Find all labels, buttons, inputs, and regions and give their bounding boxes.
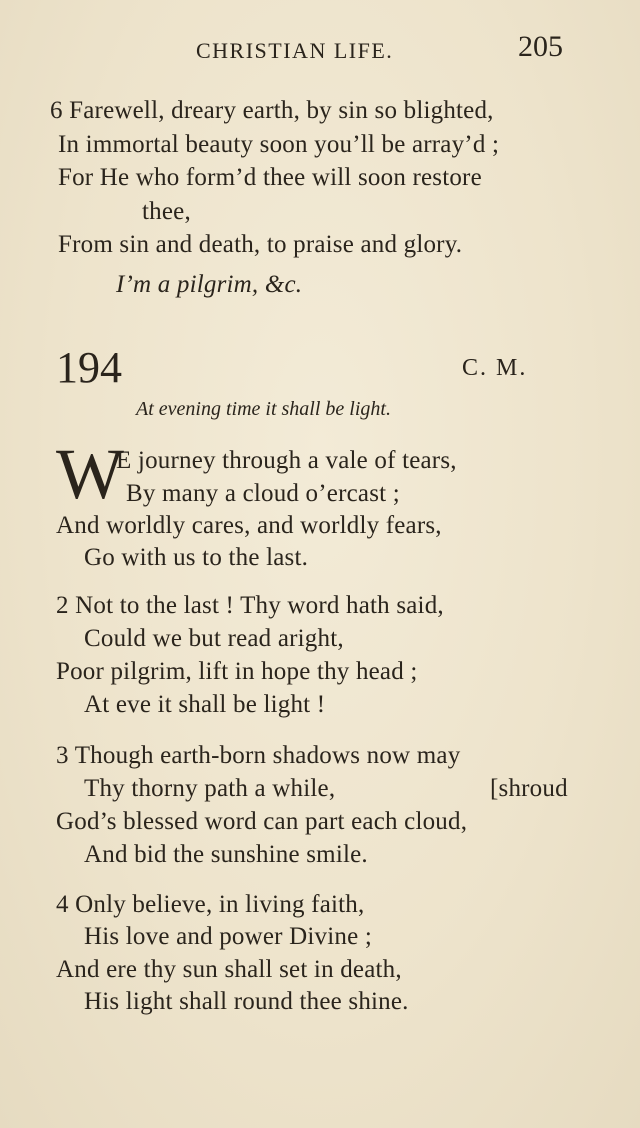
drop-cap: W xyxy=(56,434,124,514)
running-title: CHRISTIAN LIFE. xyxy=(196,38,394,63)
stanza1-line-1: E journey through a vale of tears, xyxy=(116,447,457,474)
stanza1-line-3: And worldly cares, and worldly fears, xyxy=(56,512,442,539)
stanza4-line-2: His love and power Divine ; xyxy=(84,923,372,950)
stanza3-line-1: 3 Though earth-born shadows now may xyxy=(56,742,461,769)
prev-refrain: I’m a pilgrim, &c. xyxy=(116,271,303,298)
hymn-meter: C. M. xyxy=(462,355,528,381)
stanza3-line-4: And bid the sunshine smile. xyxy=(84,841,368,868)
hymn-number: 194 xyxy=(56,343,122,392)
stanza1-line-4: Go with us to the last. xyxy=(84,544,309,571)
stanza2-line-1: 2 Not to the last ! Thy word hath said, xyxy=(56,592,444,619)
stanza2-line-4: At eve it shall be light ! xyxy=(84,691,326,718)
prev-stanza-line-2: In immortal beauty soon you’ll be array’d ; xyxy=(58,131,500,158)
page-number: 205 xyxy=(518,30,563,63)
stanza3-carryover: [shroud xyxy=(490,775,568,802)
stanza3-line-3: God’s blessed word can part each cloud, xyxy=(56,808,468,835)
stanza4-line-3: And ere thy sun shall set in death, xyxy=(56,956,402,983)
stanza4-line-1: 4 Only believe, in living faith, xyxy=(56,891,365,918)
stanza3-line-2: Thy thorny path a while, xyxy=(84,775,336,802)
prev-stanza-line-4: thee, xyxy=(142,198,191,225)
prev-stanza-line-5: From sin and death, to praise and glory. xyxy=(58,231,463,258)
stanza1-line-2: By many a cloud o’ercast ; xyxy=(126,480,400,507)
prev-stanza-line-3: For He who form’d thee will soon restore xyxy=(58,164,482,191)
stanza2-line-2: Could we but read aright, xyxy=(84,625,344,652)
hymn-subtitle: At evening time it shall be light. xyxy=(136,398,391,420)
stanza2-line-3: Poor pilgrim, lift in hope thy head ; xyxy=(56,658,418,685)
prev-stanza-line-1: 6 Farewell, dreary earth, by sin so blighted, xyxy=(50,97,494,124)
stanza4-line-4: His light shall round thee shine. xyxy=(84,988,409,1015)
